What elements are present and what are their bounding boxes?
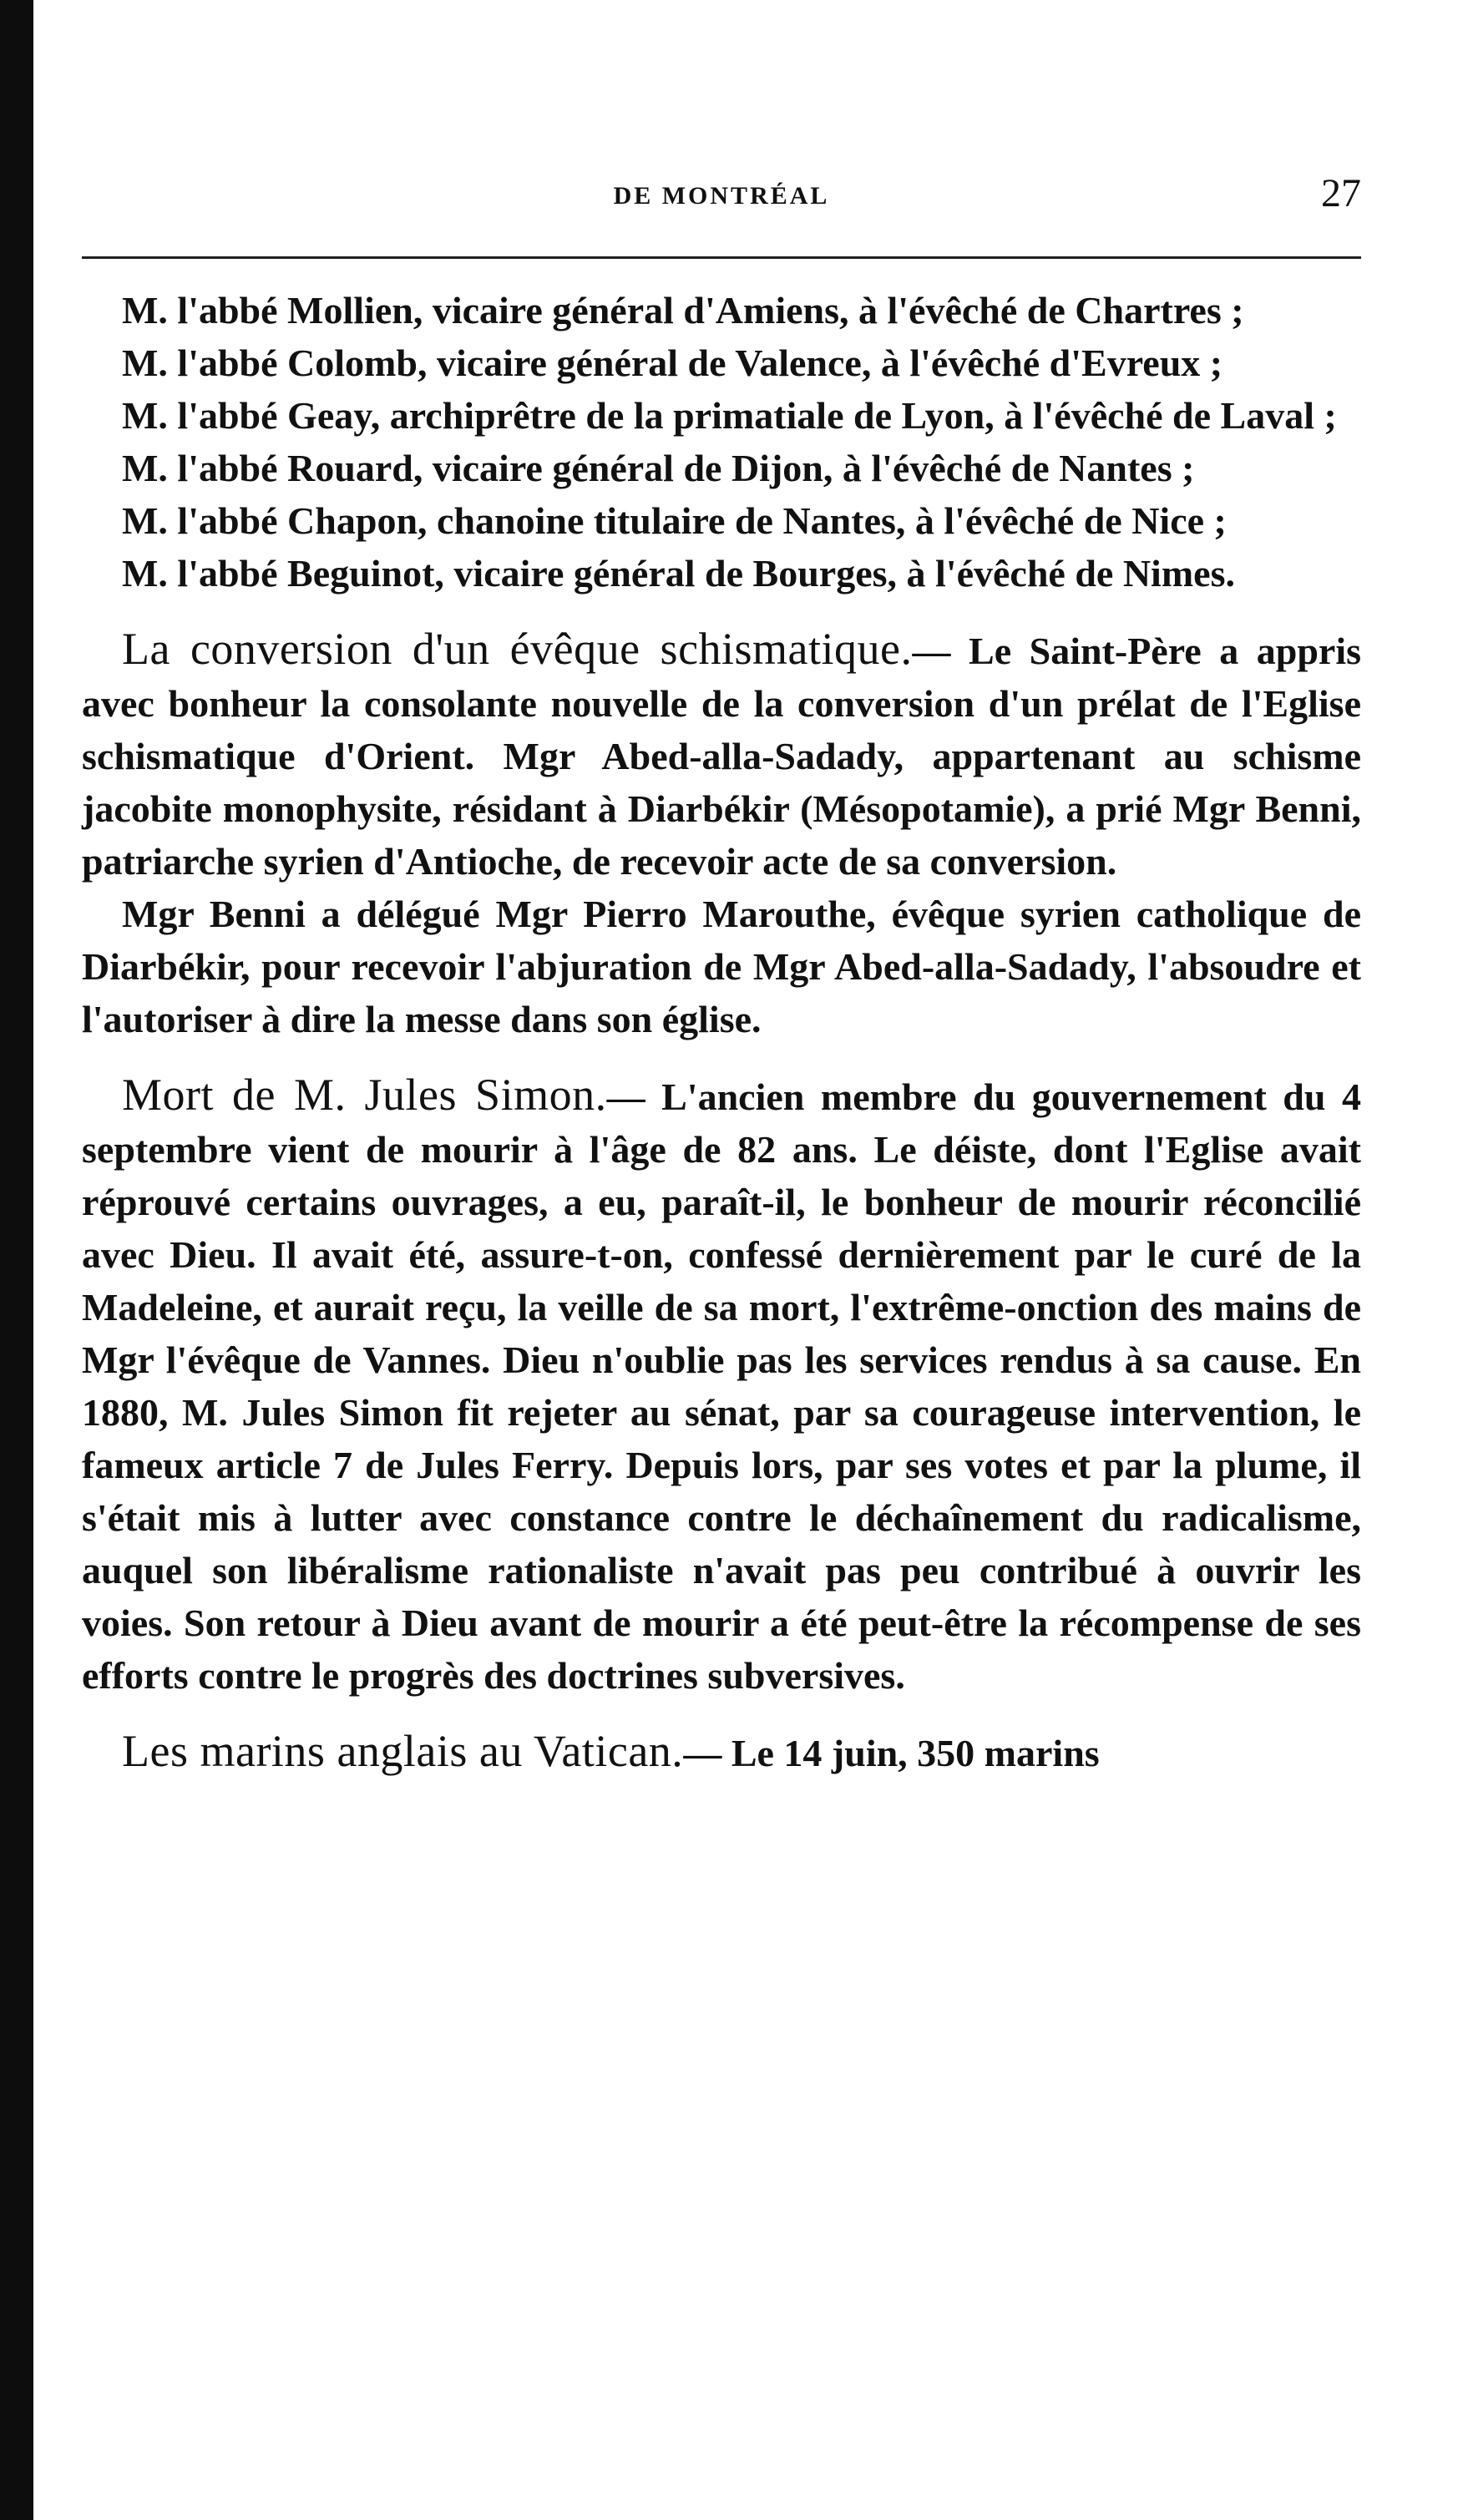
nomination-entry: M. l'abbé Mollien, vicaire général d'Amiens, à l'évêché de Chartres ; bbox=[122, 289, 1244, 331]
book-page bbox=[82, 0, 1361, 2520]
article-paragraph: — L'ancien membre du gouvernement du 4 septembre vient de mourir à l'âge de 82 ans. Le déiste, dont l'Eglise avait réprouvé certains ouvrages, a eu, paraît-il, le bonheur de mourir réconcilié avec Dieu. Il avait été, assure-t-on, confessé dernièrement par le curé de la Madeleine, et aurait reçu, la veille de sa mort, l'extrême-onction des mains de Mgr l'évêque de Vannes. Dieu n'oublie pas les services rendus à sa cause. En 1880, M. Jules Simon fit rejeter au sénat, par sa courageuse intervention, le fameux article 7 de Jules Ferry. Depuis lors, par ses votes et par la plume, il s'était mis à lutter avec constance contre le déchaînement du radicalisme, auquel son libéralisme rationaliste n'avait pas peu contribué à ouvrir les voies. Son retour à Dieu avant de mourir a été peut-être la récompense de ses efforts contre le progrès des doctrines subversives. bbox=[82, 1075, 1361, 1697]
header-rule bbox=[82, 256, 1361, 259]
nomination-entry: M. l'abbé Geay, archiprêtre de la primatiale de Lyon, à l'évêché de Laval ; bbox=[122, 394, 1337, 437]
article-paragraph: — Le 14 juin, 350 marins bbox=[683, 1732, 1100, 1774]
running-head-title: DE MONTRÉAL bbox=[613, 182, 830, 210]
article-heading: Les marins anglais au Vatican. bbox=[122, 1726, 684, 1776]
binding-edge bbox=[0, 0, 33, 2520]
article-marins-anglais bbox=[82, 1725, 1361, 1779]
article-jules-simon bbox=[82, 1069, 1361, 1702]
article-paragraph: — Le Saint-Père a appris avec bonheur la consolante nouvelle de la conversion d'un prélat de l'Eglise schismatique d'Orient. Mgr Abed-alla-Sadady, appartenant au schisme jacobite monophysite, résidant à Diarbékir (Mésopotamie), a prié Mgr Benni, patriarche syrien d'Antioche, de recevoir acte de sa conversion. bbox=[82, 630, 1361, 883]
body-text bbox=[82, 284, 1361, 1779]
nomination-entry: M. l'abbé Colomb, vicaire général de Valence, à l'évêché d'Evreux ; bbox=[122, 342, 1223, 384]
running-head bbox=[82, 171, 1361, 227]
page-number: 27 bbox=[1321, 171, 1361, 215]
article-conversion bbox=[82, 623, 1361, 1045]
nomination-entry: M. l'abbé Rouard, vicaire général de Dijon, à l'évêché de Nantes ; bbox=[122, 447, 1195, 489]
article-heading: La conversion d'un évêque schismatique. bbox=[122, 624, 913, 674]
nomination-entry: M. l'abbé Beguinot, vicaire général de Bourges, à l'évêché de Nimes. bbox=[122, 552, 1235, 595]
nomination-entry: M. l'abbé Chapon, chanoine titulaire de Nantes, à l'évêché de Nice ; bbox=[122, 499, 1227, 542]
nominations-list bbox=[82, 284, 1361, 600]
article-heading: Mort de M. Jules Simon. bbox=[122, 1070, 607, 1120]
article-paragraph: Mgr Benni a délégué Mgr Pierro Marouthe, évêque syrien catholique de Diarbékir, pour recevoir l'abjuration de Mgr Abed-alla-Sadady, l'absoudre et l'autoriser à dire la messe dans son église. bbox=[82, 893, 1361, 1040]
